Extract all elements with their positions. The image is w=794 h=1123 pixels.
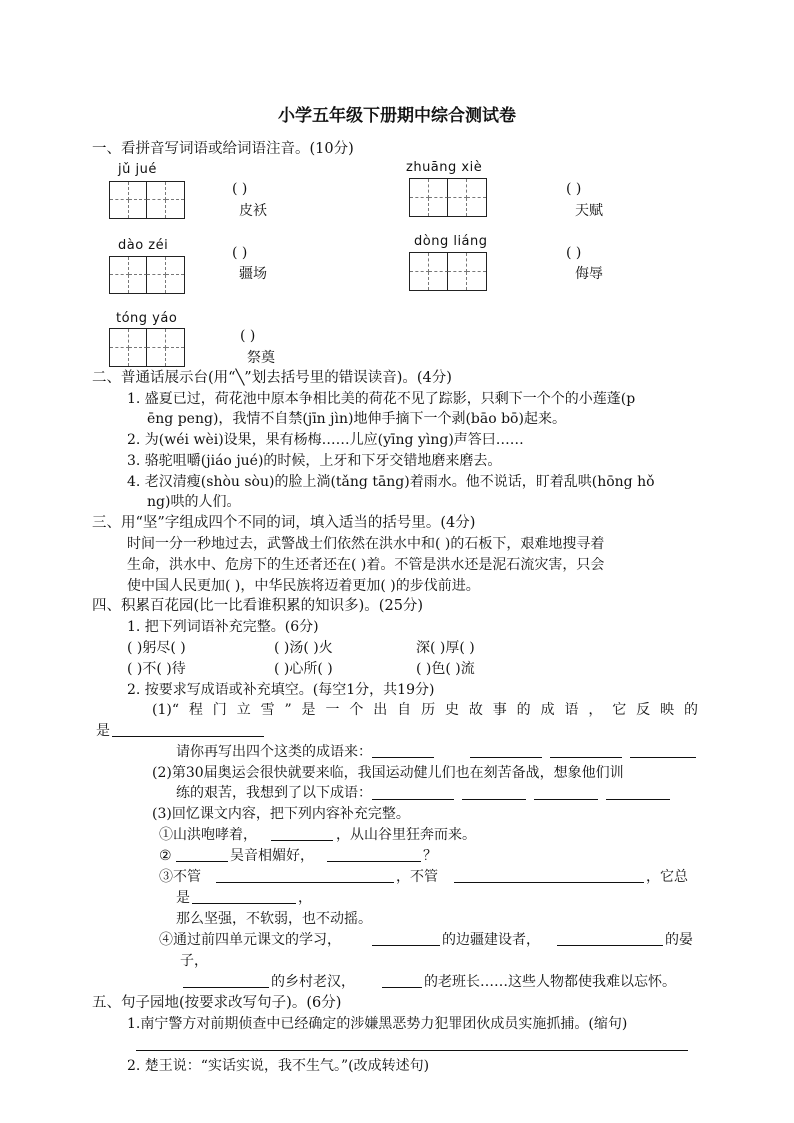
section-3-heading: 三、用“坚”字组成四个不同的词，填入适当的括号里。(4分) — [92, 515, 476, 531]
answer-line[interactable] — [454, 882, 644, 883]
question-text: 练的艰苦，我想到了以下成语： — [176, 785, 372, 801]
answer-paren[interactable]: ( ) — [566, 181, 582, 197]
section-4-heading: 四、积累百花园(比一比看谁积累的知识多)。(25分) — [92, 598, 424, 614]
target-word: 祭奠 — [247, 350, 275, 366]
fill-item: ①山洪咆哮着， — [159, 827, 257, 843]
answer-line[interactable] — [470, 757, 542, 758]
question-line: ng)哄的人们。 — [147, 494, 241, 510]
fill-item: ，它总 — [646, 869, 688, 885]
question-text: (2)第30届奥运会很快就要来临，我国运动健儿们也在刻苦备战，想象他们训 — [152, 765, 624, 781]
answer-paren[interactable]: ( ) — [232, 245, 248, 261]
fill-item: ② — [159, 848, 172, 864]
fill-item: ， — [298, 890, 312, 906]
answer-line[interactable] — [372, 945, 440, 946]
fill-item: 是 — [176, 890, 190, 906]
section-2-heading: 二、普通话展示台(用“╲”划去括号里的错误读音)。(4分) — [92, 370, 452, 386]
fill-item: ③不管 — [159, 869, 201, 885]
fill-item: ，不管 — [396, 869, 438, 885]
answer-line[interactable] — [327, 861, 421, 862]
pinyin-label: tóng yáo — [116, 311, 178, 326]
answer-line[interactable] — [112, 736, 264, 737]
question-text: 2. 楚王说：“实话实说，我不生气。”(改成转述句) — [127, 1058, 430, 1074]
question-text: (3)回忆课文内容，把下列内容补充完整。 — [152, 806, 410, 822]
fill-item: 子， — [180, 953, 208, 969]
writing-grid[interactable] — [409, 178, 487, 217]
answer-paren[interactable]: ( ) — [566, 245, 582, 261]
writing-grid[interactable] — [109, 328, 185, 367]
fill-item: 的乡村老汉， — [271, 974, 355, 990]
pinyin-label: jǔ jué — [118, 162, 157, 177]
writing-grid[interactable] — [109, 181, 185, 219]
answer-line[interactable] — [606, 799, 670, 800]
pinyin-label: dòng liáng — [414, 234, 488, 249]
question-line: 3. 骆驼咀嚼(jiáo jué)的时候，上牙和下牙交错地磨来磨去。 — [127, 453, 502, 469]
question-text: 1.南宁警方对前期侦查中已经确定的涉嫌黑恶势力犯罪团伙成员实施抓捕。(缩句) — [127, 1016, 628, 1032]
answer-line[interactable] — [271, 840, 333, 841]
idiom-blank[interactable]: ( )不( )待 — [127, 661, 186, 677]
idiom-blank[interactable]: ( )色( )流 — [416, 661, 475, 677]
writing-grid[interactable] — [409, 252, 487, 291]
target-word: 天赋 — [575, 203, 603, 219]
target-word: 疆场 — [239, 266, 267, 282]
question-line: 1. 盛夏已过，荷花池中原本争相比美的荷花不见了踪影，只剩下一个个的小莲蓬(p — [127, 391, 636, 407]
fill-item: 的晏 — [665, 932, 693, 948]
question-text: (1)“程门立雪”是一个出自历史故事的成语，它反映的 — [152, 702, 698, 718]
question-text: 是 — [96, 723, 110, 739]
target-word: 侮辱 — [575, 266, 603, 282]
question-text: 1. 把下列词语补充完整。(6分) — [127, 619, 319, 635]
page-title: 小学五年级下册期中综合测试卷 — [278, 106, 516, 126]
question-text: 2. 按要求写成语或补充填空。(每空1分，共19分) — [127, 682, 435, 698]
answer-line[interactable] — [136, 1050, 688, 1051]
writing-grid[interactable] — [109, 256, 185, 294]
fill-item: 的老班长……这些人物都使我难以忘怀。 — [424, 974, 676, 990]
answer-line[interactable] — [183, 987, 269, 988]
answer-paren[interactable]: ( ) — [240, 328, 256, 344]
answer-line[interactable] — [216, 882, 394, 883]
question-line: 4. 老汉清瘦(shòu sòu)的脸上淌(tǎng tāng)着雨水。他不说话，盯着乱哄(hōng hǒ — [127, 474, 655, 490]
pinyin-label: dào zéi — [118, 238, 169, 253]
section-5-heading: 五、句子园地(按要求改写句子)。(6分) — [92, 995, 342, 1011]
fill-item: ？ — [423, 848, 437, 864]
answer-line[interactable] — [557, 945, 663, 946]
idiom-blank[interactable]: 深( )厚( ) — [416, 640, 475, 656]
idiom-blank[interactable]: ( )躬尽( ) — [127, 640, 186, 656]
passage-line: 使中国人民更加( )，中华民族将迈着更加( )的步伐前进。 — [127, 578, 480, 594]
answer-paren[interactable]: ( ) — [232, 181, 248, 197]
answer-line[interactable] — [382, 987, 422, 988]
fill-item: 吴音相媚好， — [230, 848, 314, 864]
answer-line[interactable] — [550, 757, 622, 758]
fill-item: ④通过前四单元课文的学习， — [159, 932, 341, 948]
fill-item: 的边疆建设者， — [442, 932, 540, 948]
target-word: 皮袄 — [239, 203, 267, 219]
fill-item: 那么坚强，不软弱，也不动摇。 — [176, 911, 372, 927]
section-1-heading: 一、看拼音写词语或给词语注音。(10分) — [92, 141, 354, 157]
answer-line[interactable] — [630, 757, 696, 758]
answer-line[interactable] — [534, 799, 598, 800]
question-text: 请你再写出四个这类的成语来： — [176, 744, 372, 760]
idiom-blank[interactable]: ( )心所( ) — [274, 661, 333, 677]
fill-item: ，从山谷里狂奔而来。 — [336, 827, 476, 843]
answer-line[interactable] — [372, 757, 434, 758]
answer-line[interactable] — [462, 799, 526, 800]
answer-line[interactable] — [176, 861, 228, 862]
pinyin-label: zhuāng xiè — [406, 160, 483, 175]
question-line: 2. 为(wéi wèi)设果，果有杨梅……儿应(yīng yìng)声答曰…… — [127, 432, 524, 448]
answer-line[interactable] — [372, 799, 454, 800]
idiom-blank[interactable]: ( )汤( )火 — [274, 640, 333, 656]
question-line: ēng peng)，我情不自禁(jīn jìn)地伸手摘下一个剥(bāo bō)起来。 — [147, 411, 566, 427]
answer-line[interactable] — [192, 903, 296, 904]
passage-line: 生命，洪水中、危房下的生还者还在( )着。不管是洪水还是泥石流灾害，只会 — [127, 557, 605, 573]
passage-line: 时间一分一秒地过去，武警战士们依然在洪水中和( )的石板下，艰难地搜寻着 — [127, 536, 605, 552]
